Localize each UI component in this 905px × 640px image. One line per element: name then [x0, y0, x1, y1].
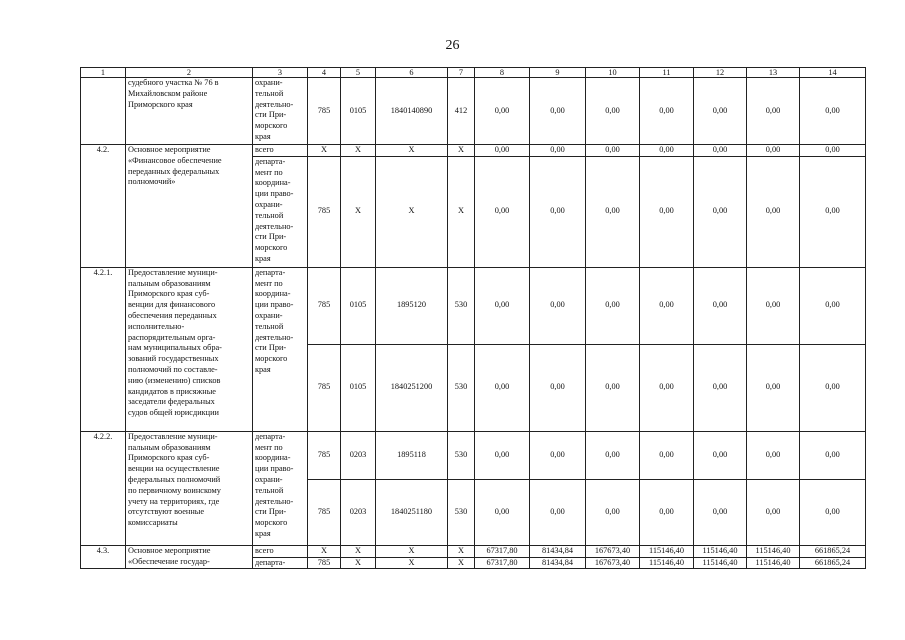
cell-col6: 1840251180 [376, 479, 448, 545]
page-number: 26 [445, 38, 460, 53]
cell-value: 0,00 [530, 344, 586, 431]
header-row [81, 68, 866, 78]
cell-col7: 412 [448, 78, 475, 145]
cell-col7: X [448, 557, 475, 569]
table-row [81, 267, 866, 344]
row-executor: департа- [253, 557, 308, 569]
cell-value: 115146,40 [747, 557, 800, 569]
cell-col4: 785 [308, 557, 341, 569]
row-name: Предоставление муници- пальным образованиям Приморского края суб- венции для финансового обеспечения переданных исполнительно- распорядительным орга- нам муниципальных обра- зований государственных полномочий по составле- нию (изменению) списков кандидатов в присяжные заседатели федеральных судов общей юрисдикции [126, 267, 253, 431]
cell-col7: X [448, 156, 475, 267]
cell-value: 0,00 [800, 344, 866, 431]
cell-value: 115146,40 [640, 557, 694, 569]
cell-col5: X [341, 156, 376, 267]
cell-col6: 1895120 [376, 267, 448, 344]
header-cell: 5 [341, 68, 376, 78]
cell-col4: 785 [308, 156, 341, 267]
cell-value: 0,00 [800, 78, 866, 145]
cell-value: 0,00 [530, 479, 586, 545]
cell-value: 0,00 [800, 156, 866, 267]
cell-value: 0,00 [747, 78, 800, 145]
row-executor: всего [253, 145, 308, 157]
header-cell: 14 [800, 68, 866, 78]
header-cell: 6 [376, 68, 448, 78]
cell-col7: 530 [448, 431, 475, 479]
cell-col5: 0203 [341, 479, 376, 545]
cell-value: 0,00 [530, 431, 586, 479]
cell-value: 0,00 [800, 431, 866, 479]
cell-col6: X [376, 156, 448, 267]
cell-value: 0,00 [694, 479, 747, 545]
cell-value: 0,00 [694, 344, 747, 431]
row-code: 4.2. [81, 145, 126, 268]
cell-value: 0,00 [530, 156, 586, 267]
cell-value: 0,00 [800, 479, 866, 545]
budget-table [80, 67, 866, 569]
cell-value: 81434,84 [530, 557, 586, 569]
cell-col4: 785 [308, 479, 341, 545]
table-row [81, 545, 866, 557]
cell-value: 0,00 [640, 479, 694, 545]
cell-col7: 530 [448, 267, 475, 344]
cell-col4: 785 [308, 344, 341, 431]
cell-value: 0,00 [475, 479, 530, 545]
table-row [81, 78, 866, 145]
header-cell: 12 [694, 68, 747, 78]
cell-value: 0,00 [747, 431, 800, 479]
cell-value: 0,00 [694, 156, 747, 267]
cell-value: 0,00 [586, 431, 640, 479]
cell-col7: 530 [448, 479, 475, 545]
cell-value: 0,00 [640, 145, 694, 157]
cell-value: 115146,40 [747, 545, 800, 557]
row-executor: всего [253, 545, 308, 557]
header-cell: 2 [126, 68, 253, 78]
cell-value: 0,00 [530, 267, 586, 344]
header-cell: 7 [448, 68, 475, 78]
row-name: Предоставление муници- пальным образованиям Приморского края суб- венции на осуществление федеральных полномочий по первичному воинскому учету на территориях, где отсутствуют военные комиссариаты [126, 431, 253, 545]
cell-value: 0,00 [475, 344, 530, 431]
cell-value: 0,00 [694, 78, 747, 145]
cell-col5: 0105 [341, 267, 376, 344]
cell-value: 0,00 [800, 267, 866, 344]
header-cell: 11 [640, 68, 694, 78]
cell-value: 81434,84 [530, 545, 586, 557]
header-cell: 9 [530, 68, 586, 78]
cell-col7: 530 [448, 344, 475, 431]
cell-value: 661865,24 [800, 545, 866, 557]
row-name: Основное мероприятие «Обеспечение государ- [126, 545, 253, 569]
cell-value: 0,00 [640, 344, 694, 431]
cell-col5: X [341, 545, 376, 557]
table-row [81, 431, 866, 479]
row-executor: охрани- тельной деятельно- сти При- морского края [253, 78, 308, 145]
row-executor: департа- мент по координа- ции право- охрани- тельной деятельно- сти При- морского края [253, 156, 308, 267]
cell-col6: 1840140890 [376, 78, 448, 145]
cell-col6: X [376, 545, 448, 557]
cell-value: 0,00 [800, 145, 866, 157]
row-code [81, 78, 126, 145]
cell-col6: X [376, 557, 448, 569]
cell-col7: X [448, 145, 475, 157]
header-cell: 4 [308, 68, 341, 78]
cell-value: 0,00 [640, 431, 694, 479]
cell-value: 0,00 [475, 145, 530, 157]
cell-col5: X [341, 557, 376, 569]
cell-col6: 1840251200 [376, 344, 448, 431]
cell-value: 0,00 [586, 344, 640, 431]
cell-col4: X [308, 545, 341, 557]
cell-col6: X [376, 145, 448, 157]
cell-col5: 0105 [341, 344, 376, 431]
cell-value: 0,00 [640, 267, 694, 344]
cell-value: 0,00 [586, 78, 640, 145]
row-code: 4.2.1. [81, 267, 126, 431]
header-cell: 13 [747, 68, 800, 78]
cell-col5: 0105 [341, 78, 376, 145]
row-code: 4.2.2. [81, 431, 126, 545]
cell-col4: 785 [308, 431, 341, 479]
row-executor: департа- мент по координа- ции право- охрани- тельной деятельно- сти При- морского края [253, 431, 308, 545]
cell-value: 0,00 [586, 145, 640, 157]
cell-col4: 785 [308, 78, 341, 145]
row-name: судебного участка № 76 в Михайловском районе Приморского края [126, 78, 253, 145]
cell-value: 0,00 [586, 156, 640, 267]
cell-col4: 785 [308, 267, 341, 344]
cell-col6: 1895118 [376, 431, 448, 479]
cell-value: 0,00 [475, 431, 530, 479]
cell-value: 0,00 [747, 479, 800, 545]
cell-value: 0,00 [747, 344, 800, 431]
cell-value: 115146,40 [640, 545, 694, 557]
cell-value: 167673,40 [586, 545, 640, 557]
cell-value: 0,00 [694, 431, 747, 479]
cell-value: 115146,40 [694, 545, 747, 557]
cell-col7: X [448, 545, 475, 557]
row-name: Основное мероприятие «Финансовое обеспечение переданных федеральных полномочий» [126, 145, 253, 268]
cell-value: 67317,80 [475, 557, 530, 569]
cell-value: 0,00 [640, 78, 694, 145]
cell-col5: 0203 [341, 431, 376, 479]
cell-value: 0,00 [530, 145, 586, 157]
header-cell: 10 [586, 68, 640, 78]
cell-value: 0,00 [747, 156, 800, 267]
table-row [81, 145, 866, 157]
cell-value: 0,00 [747, 267, 800, 344]
cell-value: 115146,40 [694, 557, 747, 569]
cell-col4: X [308, 145, 341, 157]
cell-value: 0,00 [640, 156, 694, 267]
cell-value: 0,00 [747, 145, 800, 157]
cell-col5: X [341, 145, 376, 157]
row-code: 4.3. [81, 545, 126, 569]
cell-value: 0,00 [586, 479, 640, 545]
header-cell: 1 [81, 68, 126, 78]
cell-value: 661865,24 [800, 557, 866, 569]
cell-value: 167673,40 [586, 557, 640, 569]
cell-value: 0,00 [475, 78, 530, 145]
cell-value: 0,00 [694, 145, 747, 157]
header-cell: 8 [475, 68, 530, 78]
cell-value: 0,00 [586, 267, 640, 344]
cell-value: 0,00 [694, 267, 747, 344]
cell-value: 67317,80 [475, 545, 530, 557]
cell-value: 0,00 [475, 267, 530, 344]
row-executor: департа- мент по координа- ции право- охрани- тельной деятельно- сти При- морского края [253, 267, 308, 431]
cell-value: 0,00 [475, 156, 530, 267]
cell-value: 0,00 [530, 78, 586, 145]
header-cell: 3 [253, 68, 308, 78]
